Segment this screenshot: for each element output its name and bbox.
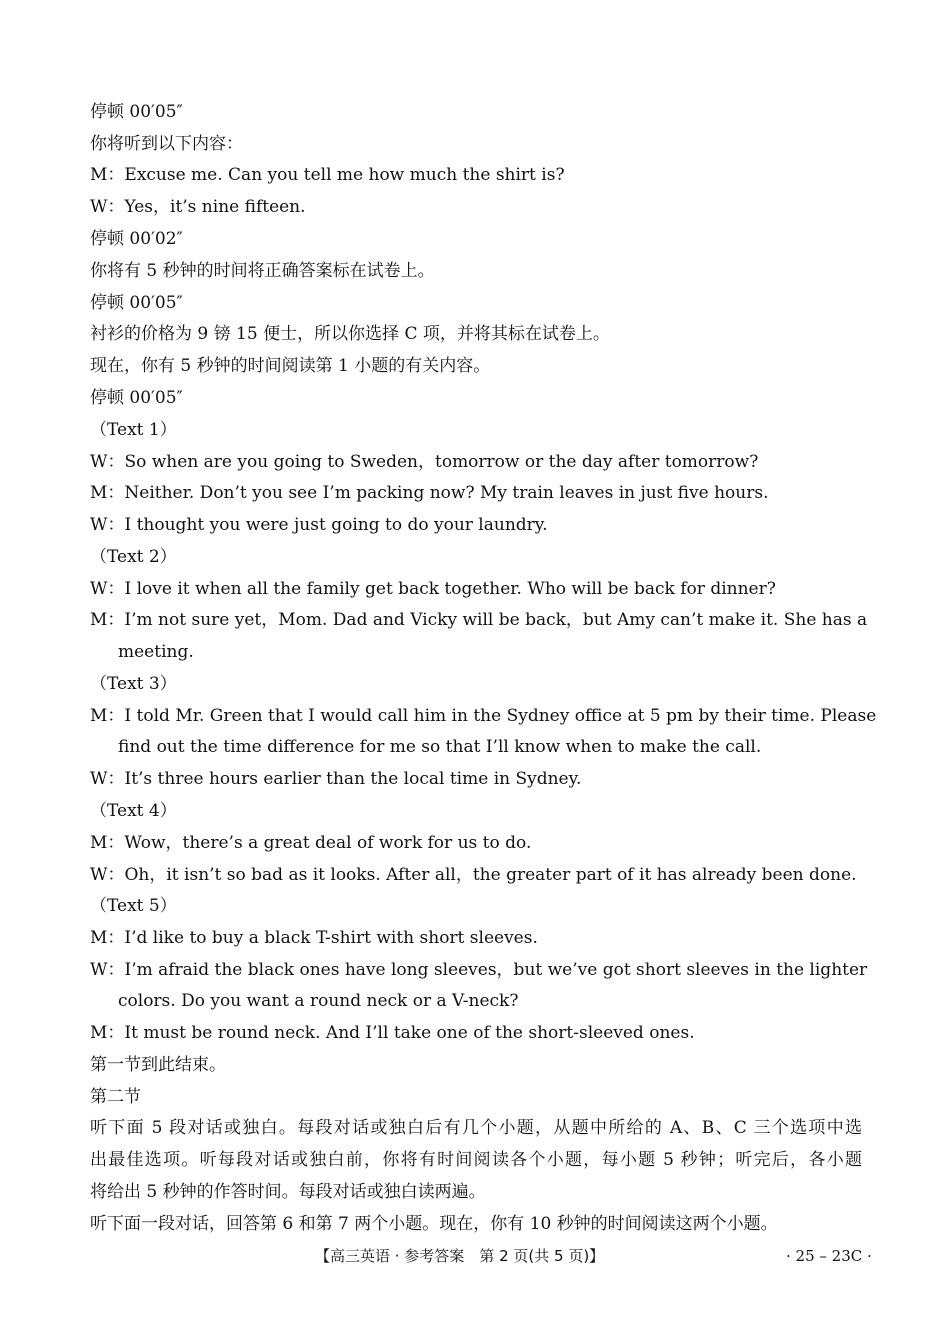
text-line: 第一节到此结束。	[90, 1055, 226, 1075]
text-line: M：Neither. Don’t you see I’m packing now? My train leaves in just five hours.	[90, 483, 769, 503]
text-line: colors. Do you want a round neck or a V-neck?	[118, 991, 519, 1011]
footer-code: · 25 – 23C ·	[786, 1247, 872, 1265]
text-line: （Text 2）	[90, 547, 177, 567]
text-line: 听下面 5 段对话或独白。每段对话或独白后有几个小题，从题中所给的 A、B、C 三个选项中选	[90, 1118, 862, 1138]
text-line: （Text 1）	[90, 420, 177, 440]
text-line: M：I’m not sure yet，Mom. Dad and Vicky will be back，but Amy can’t make it. She has a	[90, 610, 868, 630]
text-line: find out the time difference for me so that I’ll know when to make the call.	[118, 737, 762, 757]
text-line: 停顿 00′05″	[90, 388, 183, 408]
text-line: 停顿 00′05″	[90, 102, 183, 122]
text-line: W：Oh，it isn’t so bad as it looks. After all，the greater part of it has already been done.	[90, 865, 857, 885]
text-line: 你将听到以下内容：	[90, 134, 243, 154]
text-line: 出最佳选项。听每段对话或独白前，你将有时间阅读各个小题，每小题 5 秒钟；听完后，各小题	[90, 1150, 862, 1170]
text-line: M：It must be round neck. And I’ll take one of the short-sleeved ones.	[90, 1023, 695, 1043]
text-line: W：I love it when all the family get back together. Who will be back for dinner?	[90, 579, 776, 599]
text-line: 停顿 00′02″	[90, 229, 183, 249]
text-line: 第二节	[90, 1087, 141, 1107]
text-line: 你将有 5 秒钟的时间将正确答案标在试卷上。	[90, 261, 435, 281]
text-line: （Text 4）	[90, 801, 177, 821]
text-line: （Text 5）	[90, 896, 177, 916]
text-line: W：I thought you were just going to do your laundry.	[90, 515, 548, 535]
text-line: （Text 3）	[90, 674, 177, 694]
text-line: W：So when are you going to Sweden，tomorrow or the day after tomorrow?	[90, 452, 759, 472]
text-line: M：I’d like to buy a black T-shirt with short sleeves.	[90, 928, 538, 948]
text-line: 衬衫的价格为 9 镑 15 便士，所以你选择 C 项，并将其标在试卷上。	[90, 324, 610, 344]
text-line: 现在，你有 5 秒钟的时间阅读第 1 小题的有关内容。	[90, 356, 491, 376]
text-line: W：I’m afraid the black ones have long sleeves，but we’ve got short sleeves in the lighter	[90, 960, 868, 980]
text-line: M：Excuse me. Can you tell me how much the shirt is?	[90, 165, 565, 185]
text-line: 停顿 00′05″	[90, 293, 183, 313]
text-line: M：I told Mr. Green that I would call him in the Sydney office at 5 pm by their time. Please	[90, 706, 877, 726]
text-line: M：Wow，there’s a great deal of work for us to do.	[90, 833, 532, 853]
text-line: 将给出 5 秒钟的作答时间。每段对话或独白读两遍。	[90, 1182, 486, 1202]
text-line: W：It’s three hours earlier than the local time in Sydney.	[90, 769, 582, 789]
text-line: 听下面一段对话，回答第 6 和第 7 两个小题。现在，你有 10 秒钟的时间阅读这两个小题。	[90, 1214, 778, 1234]
text-line: meeting.	[118, 642, 194, 662]
text-line: W：Yes，it’s nine fifteen.	[90, 197, 306, 217]
footer-page-info: 【高三英语 · 参考答案 第 2 页(共 5 页)】	[315, 1247, 605, 1265]
